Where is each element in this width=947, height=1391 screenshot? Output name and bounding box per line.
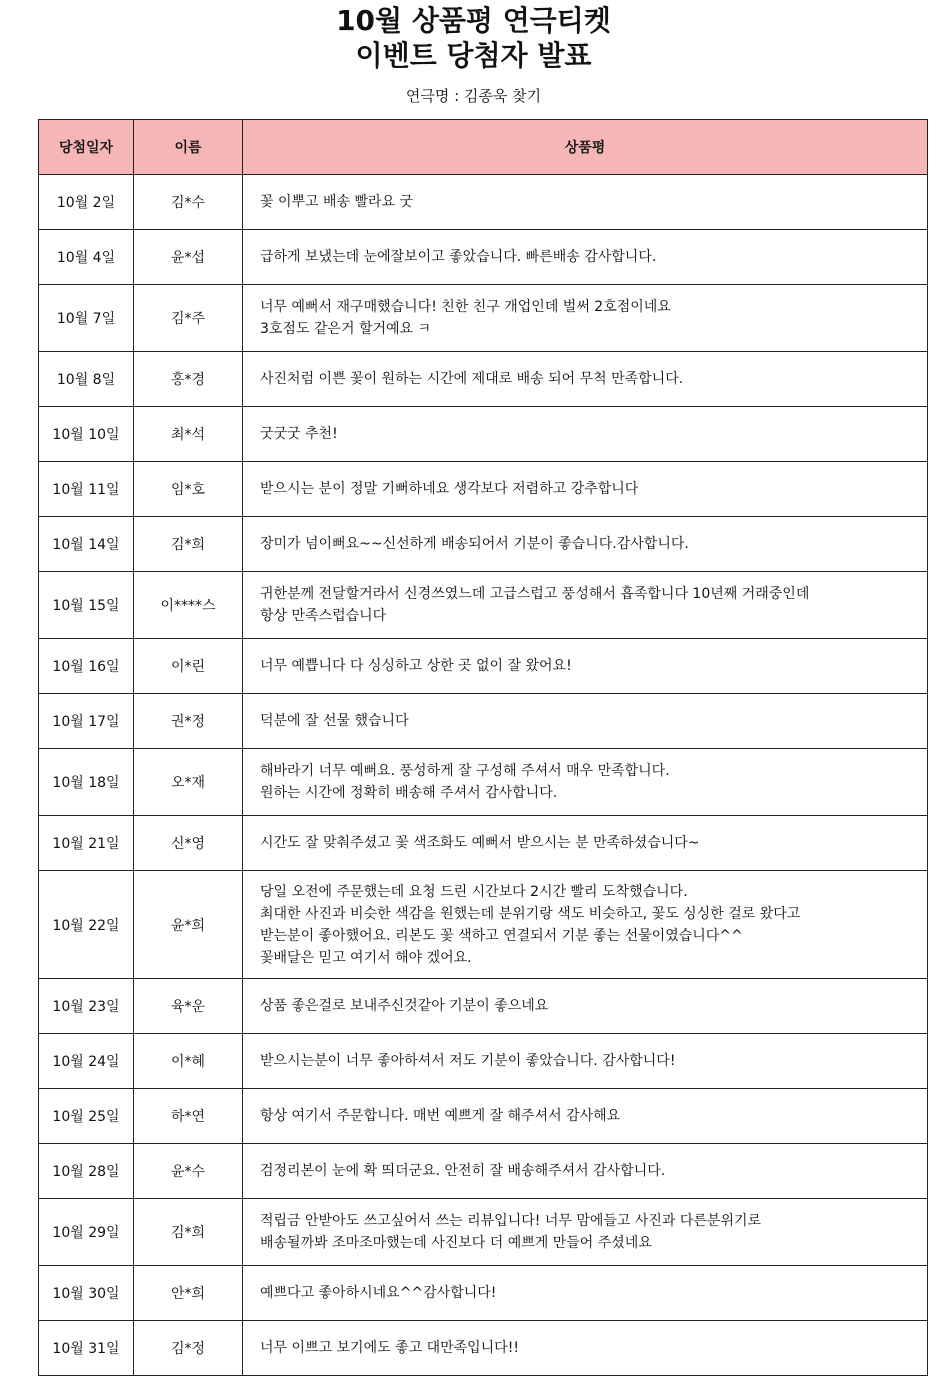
winner-date-cell: 10월 22일: [39, 871, 134, 979]
review-cell: 해바라기 너무 예뻐요. 풍성하게 잘 구성해 주셔서 매우 만족합니다. 원하는 시간에 정확히 배송해 주셔서 감사합니다.: [243, 749, 928, 816]
review-cell: 검정리본이 눈에 확 띄더군요. 안전히 잘 배송해주셔서 감사합니다.: [243, 1144, 928, 1199]
review-cell: 받으시는 분이 정말 기뻐하네요 생각보다 저렴하고 강추합니다: [243, 462, 928, 517]
winner-date-cell: 10월 4일: [39, 230, 134, 285]
winner-date-cell: 10월 17일: [39, 694, 134, 749]
table-row: [39, 572, 928, 639]
winners-table: [38, 119, 928, 1376]
winner-name-cell: 하*연: [134, 1089, 243, 1144]
review-cell: 급하게 보냈는데 눈에잘보이고 좋았습니다. 빠른배송 감사합니다.: [243, 230, 928, 285]
winner-name-cell: 윤*희: [134, 871, 243, 979]
winner-date-cell: 10월 28일: [39, 1144, 134, 1199]
review-cell: 상품 좋은걸로 보내주신것같아 기분이 좋으네요: [243, 979, 928, 1034]
winner-date-cell: 10월 14일: [39, 517, 134, 572]
table-row: [39, 517, 928, 572]
review-cell: 사진처럼 이쁜 꽃이 원하는 시간에 제대로 배송 되어 무척 만족합니다.: [243, 352, 928, 407]
review-cell: 적립금 안받아도 쓰고싶어서 쓰는 리뷰입니다! 너무 맘에들고 사진과 다른분위기로 배송될까봐 조마조마했는데 사진보다 더 예쁘게 만들어 주셨네요: [243, 1199, 928, 1266]
review-cell: 굿굿굿 추천!: [243, 407, 928, 462]
winner-name-cell: 이*혜: [134, 1034, 243, 1089]
winner-date-cell: 10월 7일: [39, 285, 134, 352]
winner-name-cell: 윤*수: [134, 1144, 243, 1199]
winner-date-cell: 10월 24일: [39, 1034, 134, 1089]
winner-date-cell: 10월 11일: [39, 462, 134, 517]
review-cell: 당일 오전에 주문했는데 요청 드린 시간보다 2시간 빨리 도착했습니다. 최대한 사진과 비슷한 색감을 원했는데 분위기랑 색도 비슷하고, 꽃도 싱싱한 걸로 왔다고 받는분이 좋아했어요. 리본도 꽃 색하고 연결되서 기분 좋는 선물이였습니다^^ 꽃배달은 믿고 여기서 해야 겠어요.: [243, 871, 928, 979]
column-header-name: 이름: [134, 120, 243, 175]
page-title-line1: 10월 상품평 연극티켓: [336, 4, 611, 37]
winner-name-cell: 김*주: [134, 285, 243, 352]
winner-name-cell: 김*정: [134, 1321, 243, 1376]
winner-date-cell: 10월 2일: [39, 175, 134, 230]
review-cell: 항상 여기서 주문합니다. 매번 예쁘게 잘 해주셔서 감사해요: [243, 1089, 928, 1144]
table-row: [39, 1034, 928, 1089]
winner-name-cell: 안*희: [134, 1266, 243, 1321]
winner-date-cell: 10월 21일: [39, 816, 134, 871]
table-row: [39, 407, 928, 462]
winner-date-cell: 10월 10일: [39, 407, 134, 462]
winner-name-cell: 임*호: [134, 462, 243, 517]
winner-date-cell: 10월 16일: [39, 639, 134, 694]
review-cell: 귀한분께 전달할거라서 신경쓰였느데 고급스럽고 풍성해서 흡족합니다 10년째 거래중인데 항상 만족스럽습니다: [243, 572, 928, 639]
review-cell: 너무 이쁘고 보기에도 좋고 대만족입니다!!: [243, 1321, 928, 1376]
winner-name-cell: 권*정: [134, 694, 243, 749]
column-header-date: 당첨일자: [39, 120, 134, 175]
winner-name-cell: 김*희: [134, 517, 243, 572]
winner-name-cell: 오*재: [134, 749, 243, 816]
table-row: [39, 462, 928, 517]
table-row: [39, 175, 928, 230]
review-cell: 시간도 잘 맞춰주셨고 꽃 색조화도 예뻐서 받으시는 분 만족하셨습니다~: [243, 816, 928, 871]
winner-name-cell: 이*린: [134, 639, 243, 694]
table-row: [39, 1321, 928, 1376]
review-cell: 덕분에 잘 선물 했습니다: [243, 694, 928, 749]
table-row: [39, 979, 928, 1034]
table-header-row: [39, 120, 928, 175]
table-row: [39, 352, 928, 407]
winner-date-cell: 10월 31일: [39, 1321, 134, 1376]
review-cell: 너무 예쁩니다 다 싱싱하고 상한 곳 없이 잘 왔어요!: [243, 639, 928, 694]
table-row: [39, 639, 928, 694]
review-cell: 받으시는분이 너무 좋아하셔서 저도 기분이 좋았습니다. 감사합니다!: [243, 1034, 928, 1089]
winner-name-cell: 윤*섭: [134, 230, 243, 285]
table-row: [39, 871, 928, 979]
review-cell: 너무 예뻐서 재구매했습니다! 친한 친구 개업인데 벌써 2호점이네요 3호점도 같은거 할거예요 ㅋ: [243, 285, 928, 352]
table-row: [39, 1089, 928, 1144]
table-row: [39, 749, 928, 816]
winner-name-cell: 최*석: [134, 407, 243, 462]
review-cell: 장미가 넘이뻐요~~신선하게 배송되어서 기분이 좋습니다.감사합니다.: [243, 517, 928, 572]
winner-name-cell: 홍*경: [134, 352, 243, 407]
table-row: [39, 1266, 928, 1321]
table-row: [39, 816, 928, 871]
winner-name-cell: 신*영: [134, 816, 243, 871]
winner-date-cell: 10월 8일: [39, 352, 134, 407]
winner-name-cell: 김*수: [134, 175, 243, 230]
table-row: [39, 694, 928, 749]
winner-name-cell: 육*운: [134, 979, 243, 1034]
table-row: [39, 230, 928, 285]
play-name-subtitle: 연극명 : 김종욱 찾기: [405, 87, 542, 105]
winner-date-cell: 10월 30일: [39, 1266, 134, 1321]
table-row: [39, 1144, 928, 1199]
winner-date-cell: 10월 18일: [39, 749, 134, 816]
column-header-review: 상품평: [243, 120, 928, 175]
page-title-line2: 이벤트 당첨자 발표: [355, 39, 592, 72]
winner-date-cell: 10월 23일: [39, 979, 134, 1034]
winner-name-cell: 이****스: [134, 572, 243, 639]
table-row: [39, 1199, 928, 1266]
winner-date-cell: 10월 29일: [39, 1199, 134, 1266]
winner-date-cell: 10월 25일: [39, 1089, 134, 1144]
review-cell: 예쁘다고 좋아하시네요^^감사합니다!: [243, 1266, 928, 1321]
winner-date-cell: 10월 15일: [39, 572, 134, 639]
table-row: [39, 285, 928, 352]
review-cell: 꽃 이뿌고 배송 빨라요 굿: [243, 175, 928, 230]
winner-name-cell: 김*희: [134, 1199, 243, 1266]
